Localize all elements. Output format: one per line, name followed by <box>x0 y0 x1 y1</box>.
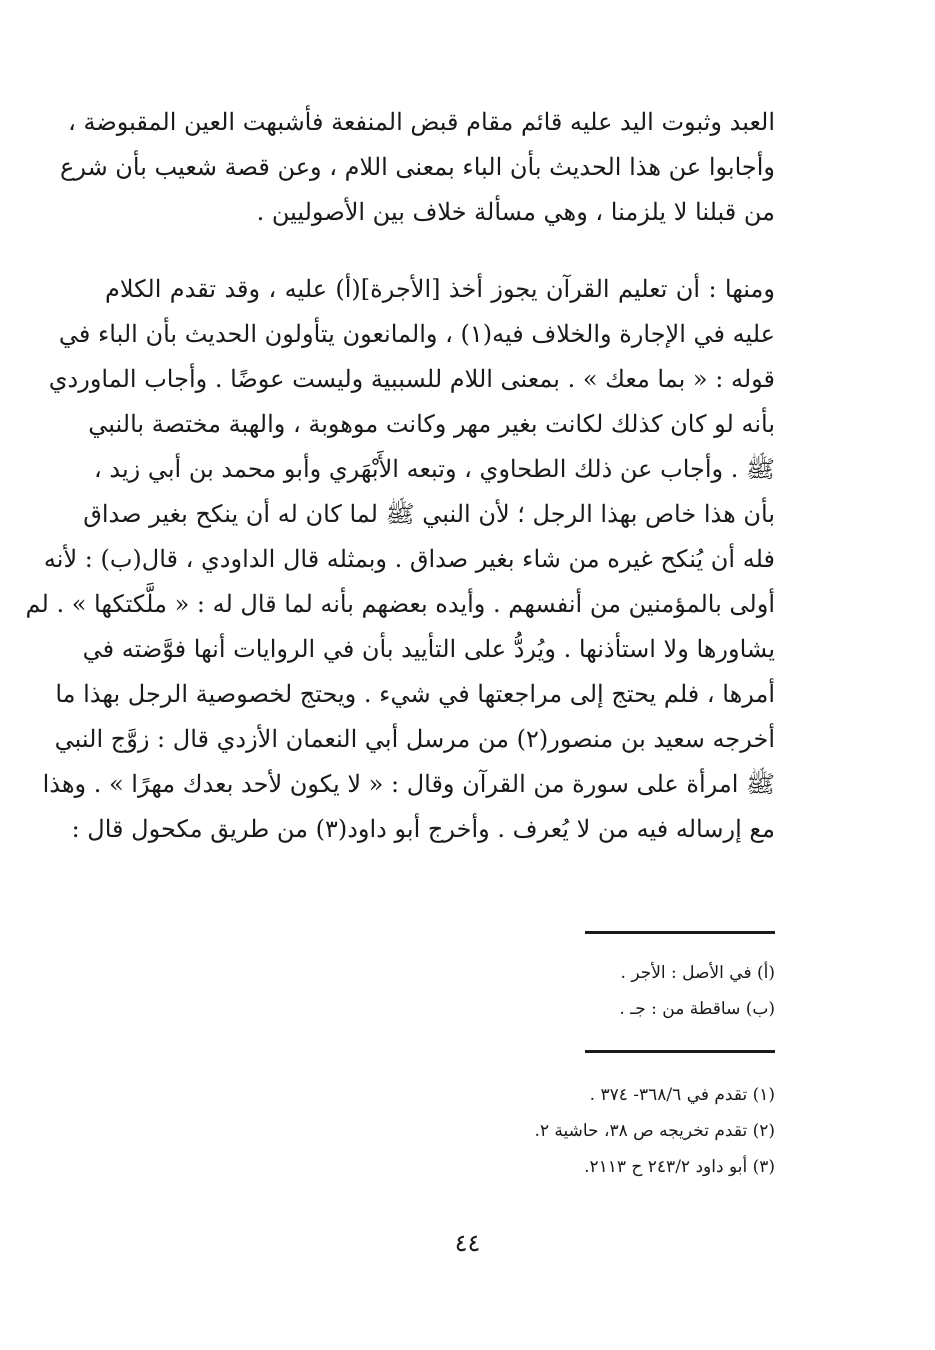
text-line: أمرها ، فلم يحتج إلى مراجعتها في شيء . ويحتج لخصوصية الرجل بهذا ما <box>55 680 775 708</box>
text-line: أخرجه سعيد بن منصور(٢) من مرسل أبي النعمان الأزدي قال : زوَّج النبي <box>54 725 775 753</box>
footnote: (١) تقدم في ٣٦٨/٦- ٣٧٤ . <box>589 1085 775 1105</box>
text-line: ﷺ امرأة على سورة من القرآن وقال : « لا يكون لأحد بعدك مهرًا » . وهذا <box>42 770 775 798</box>
footnote-separator <box>585 931 775 934</box>
text-line: ومنها : أن تعليم القرآن يجوز أخذ [الأجرة](أ) عليه ، وقد تقدم الكلام <box>105 275 775 303</box>
footnote: (٣) أبو داود ٢٤٣/٢ ح ٢١١٣. <box>584 1157 775 1177</box>
text-line: أولى بالمؤمنين من أنفسهم . وأيده بعضهم بأنه لما قال له : « ملَّكتكها » . لم <box>25 590 775 618</box>
footnote-separator <box>585 1050 775 1053</box>
paragraph-1 <box>60 100 775 235</box>
footnotes <box>300 1077 775 1185</box>
text-line: يشاورها ولا استأذنها . ويُردُّ على التأييد بأن في الروايات أنها فوَّضته في <box>82 635 775 663</box>
paragraph-2 <box>25 267 775 852</box>
text-line: العبد وثبوت اليد عليه قائم مقام قبض المنفعة فأشبهت العين المقبوضة ، <box>68 108 775 136</box>
textual-note: (أ) في الأصل : الأجر . <box>620 963 775 983</box>
footnote: (٢) تقدم تخريجه ص ٣٨، حاشية ٢. <box>534 1121 775 1141</box>
text-line: قوله : « بما معك » . بمعنى اللام للسببية وليست عوضًا . وأجاب الماوردي <box>48 365 775 393</box>
textual-notes <box>300 955 775 1027</box>
text-line: عليه في الإجارة والخلاف فيه(١) ، والمانعون يتأولون الحديث بأن الباء في <box>58 320 775 348</box>
page-number: ٤٤ <box>454 1229 481 1257</box>
text-line: فله أن يُنكح غيره من شاء بغير صداق . وبمثله قال الداودي ، قال(ب) : لأنه <box>43 545 775 573</box>
text-line: ﷺ . وأجاب عن ذلك الطحاوي ، وتبعه الأَبْهَري وأبو محمد بن أبي زيد ، <box>94 455 775 483</box>
text-line: بأن هذا خاص بهذا الرجل ؛ لأن النبي ﷺ لما كان له أن ينكح بغير صداق <box>83 500 775 528</box>
textual-note: (ب) ساقطة من : جـ . <box>619 999 775 1019</box>
text-line: من قبلنا لا يلزمنا ، وهي مسألة خلاف بين الأصوليين . <box>256 198 775 226</box>
text-line: وأجابوا عن هذا الحديث بأن الباء بمعنى اللام ، وعن قصة شعيب بأن شرع <box>60 153 775 181</box>
text-line: مع إرساله فيه من لا يُعرف . وأخرج أبو داود(٣) من طريق مكحول قال : <box>71 815 775 843</box>
text-line: بأنه لو كان كذلك لكانت بغير مهر وكانت موهوبة ، والهبة مختصة بالنبي <box>88 410 775 438</box>
